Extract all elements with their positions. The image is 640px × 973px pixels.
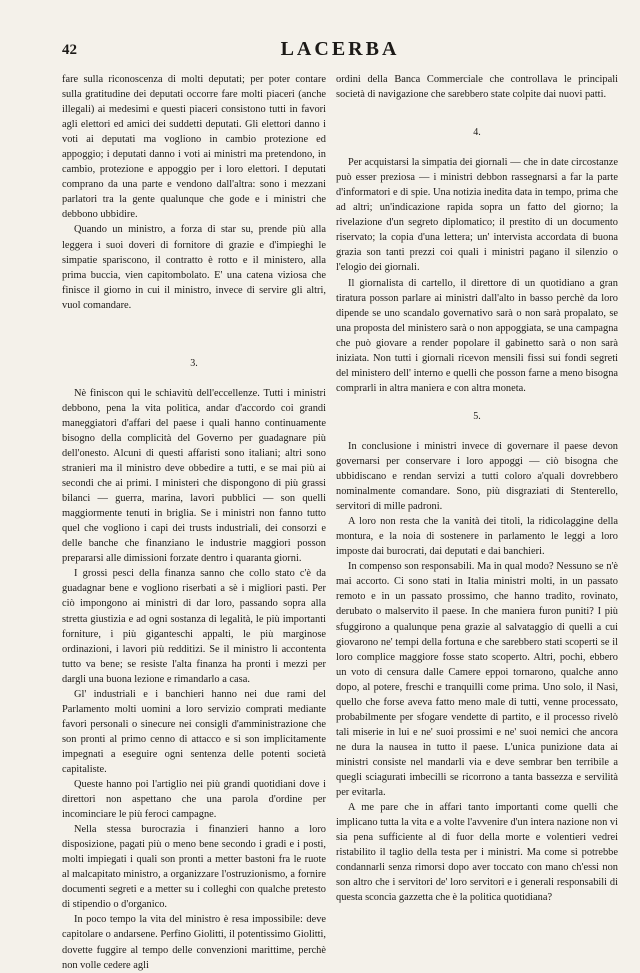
article-paragraph: Il giornalista di cartello, il direttore di un quotidiano a gran tiratura posson parlare ai ministri dall'alto in basso perchè da loro dipende se uno scandalo governativo sarà o non sarà propalato, se una proposta del ministero sarà o non appoggiata, se una campagna che può giovare a render popolare il gabinetto sarà o non sarà iniziata. Non tutti i giornali ricevon mensili fissi sui fondi segreti del ministero dell' interno e quelli che posson farne a meno bisogna comprarli in altra maniera e con altra moneta. [336, 277, 618, 394]
article-paragraph: In compenso son responsabili. Ma in qual modo? Nessuno se n'è mai accorto. Ci sono stati in Italia ministri molti, in un passato remoto e in un passato prossimo, che hanno tradito, rovinato, derubato o malservito il paese. In che maniera furon puniti? I più sfuggirono a qualunque pena grazie al salvataggio di quelli a cui giovarono ne' tempi della fortuna e che sarebbero stati scoperti se il loro complice maggiore fosse stato scoperto. Altri, pochi, ebbero un voto di censura dalle Camere eppoi tornarono, qualche anno dopo, al potere, freschi e tranquilli come prima. Uno solo, il Nasi, quello che forse aveva fatto meno male di tutti, venne processato, probabilmente per sfogare vendette di partito, e il processo rivelò tali miserie in lui e ne' suoi prossimi e ne' suoi nemici che ancora ne dura la nausea in tutto il paese. L'unica punizione data ai ministri consiste nel mandarli via e deve sembrar ben terribile a quegli sciagurati imbecilli se ricorrono a tanta bassezza e servilità per evitarla. [336, 561, 618, 799]
article-paragraph: A loro non resta che la vanità dei titoli, la ridicolaggine della montura, e la noia di sostenere in parlamento le leggi a loro imposte dai burocrati, dai deputati e dai banchieri. [336, 516, 618, 558]
section-number-3: 3. [190, 357, 198, 369]
article-paragraph: Gl' industriali e i banchieri hanno nei due rami del Parlamento molti uomini a loro servizio comprati mediante favori personali o sinecure nei consigli d'amministrazione che son pronti al primo cenno di attacco e si son implicitamente impegnati a eseguire ogni sentenza delle potenti società capitaliste. [62, 688, 326, 775]
left-column [62, 72, 326, 973]
article-paragraph: Per acquistarsi la simpatia dei giornali — che in date circostanze può esser preziosa — i ministri debbon rassegnarsi a far la parte d'informatori e di spie. Una notizia inedita data in tempo, prima che ad altri; un'indicazione rapida sopra un fatto del giorno; la rivelazione d'un segreto diplomatico; il prestito di un documento riservato; la copia d'una lettera; un' intervista accordata di buona grazia son tanti prezzi coi quali i ministri pagano il silenzio o l'elogio dei giornali. [336, 157, 618, 274]
article-paragraph: A me pare che in affari tanto importanti come quelli che implicano tutta la vita e a volte l'avvenire d'un intera nazione non vi sia pena sufficiente al di fuor della morte e volentieri vedrei ristabilito il taglio della testa per i ministri. Ma come si potrebbe condannarli senza rimorsi dopo aver toccato con mano ch'essi non son altro che i servitori de' loro servitori e i generali responsabili di questa sconcia gazzetta che è la politica quotidiana? [336, 802, 618, 904]
article-paragraph: fare sulla riconoscenza di molti deputati; per poter contare sulla gratitudine dei deputati occorre fare molti piaceri (anche illegali) ai medesimi e questi piaceri consistono tutti in favori agli elettori ed amici dei suddetti deputati. Gli elettori danno i voti ai deputati ma vogliono in cambio protezione ed appoggio; i deputati danno i voti ai ministri ma pretendono, in cambio, protezione e appoggio per i loro elettori. I deputati comprano da una parte e vendono dall'altra: sono i mezzani parlatori tra la gente qualunque che gode e i ministri che debbono ubbidire. [62, 74, 326, 221]
section-number-5: 5. [473, 410, 481, 422]
page-header [62, 38, 618, 62]
section-number-4: 4. [473, 127, 481, 139]
article-paragraph: In poco tempo la vita del ministro è resa impossibile: deve capitolare o andarsene. Perfino Giolitti, il potentissimo Giolitti, dovette fuggire al tempo delle convenzioni marittime, perchè non volle cedere agli [62, 914, 326, 971]
article-paragraph: Nè finiscon qui le schiavitù dell'eccellenze. Tutti i ministri debbono, pena la vita politica, andar d'accordo coi grandi maneggiatori d'affari del paese i quali hanno continuamente bisogno della complicità del Governo per guadagnare più dell'onesto. Alcuni di questi affaristi sono italiani; altri sono stranieri ma il ministro deve obbedire a tutti, e se mai più ai secondi che ai primi. I ministeri che dispongono di più grassi bilanci — guerra, marina, lavori pubblici — son quelli maggiormente tenuti in briglia. Se i ministri non fanno tutto quel che vogliono i capi dei trusts industriali, dei consorzi e delle banche che finanziano le industrie maggiori posson prepararsi alle dimissioni forzate dentro i quaranta giorni. [62, 387, 326, 565]
article-paragraph: Nella stessa burocrazia i finanzieri hanno a loro disposizione, pagati più o meno bene secondo i gradi e i posti, molti impiegati i quali son pronti a metter bastoni fra le ruote al malcapitato ministro, a organizzare l'ostruzionismo, a fornire documenti segreti e a metter su i colleghi con qualche pretesto di stipendio o d'organico. [62, 824, 326, 911]
article-paragraph: I grossi pesci della finanza sanno che collo stato c'è da guadagnar bene e vogliono riserbati a sè i migliori pasti. Per ciò impongono ai ministri di dar loro, passando sopra alla stretta giustizia e ad ogni sostanza di legalità, le più importanti forniture, i più giganteschi appalti, le più marginose ordinazioni, i lavori più redditizi. Se il ministro li accontenta tutto va bene; se resiste l'alta finanza ha pronti i mezzi per dargli una buona lezione e rimandarlo a casa. [62, 568, 326, 685]
page-number: 42 [62, 42, 77, 58]
article-paragraph: Queste hanno poi l'artiglio nei più grandi quotidiani dove i direttori non aspettano che una parola d'ordine per incominciare le più feroci campagne. [62, 779, 326, 821]
article-paragraph: In conclusione i ministri invece di governare il paese devon governarsi per conservare i loro appoggi — ciò bisogna che ubbidiscano e rendan servizi a tutti coloro a'quali dovrebbero nominalmente comandare. Sono, più disgraziati di Stenterello, servitori di mille padroni. [336, 440, 618, 513]
masthead-title: LACERBA [280, 38, 400, 60]
right-column [336, 72, 618, 905]
article-paragraph: ordini della Banca Commerciale che controllava le principali società di navigazione che sarebbero state colpite dai nuovi patti. [336, 74, 618, 101]
article-paragraph: Quando un ministro, a forza di star su, prende più alla leggera i suoi doveri di fornitore di grazie e d'impieghi le simpatie spariscono, il contratto è rotto e il ministero, alla prima buccia, vien capitombolato. E' una catena viziosa che finisce il giorno in cui il ministro, invece di servire gli altri, vuol comandare. [62, 224, 326, 311]
